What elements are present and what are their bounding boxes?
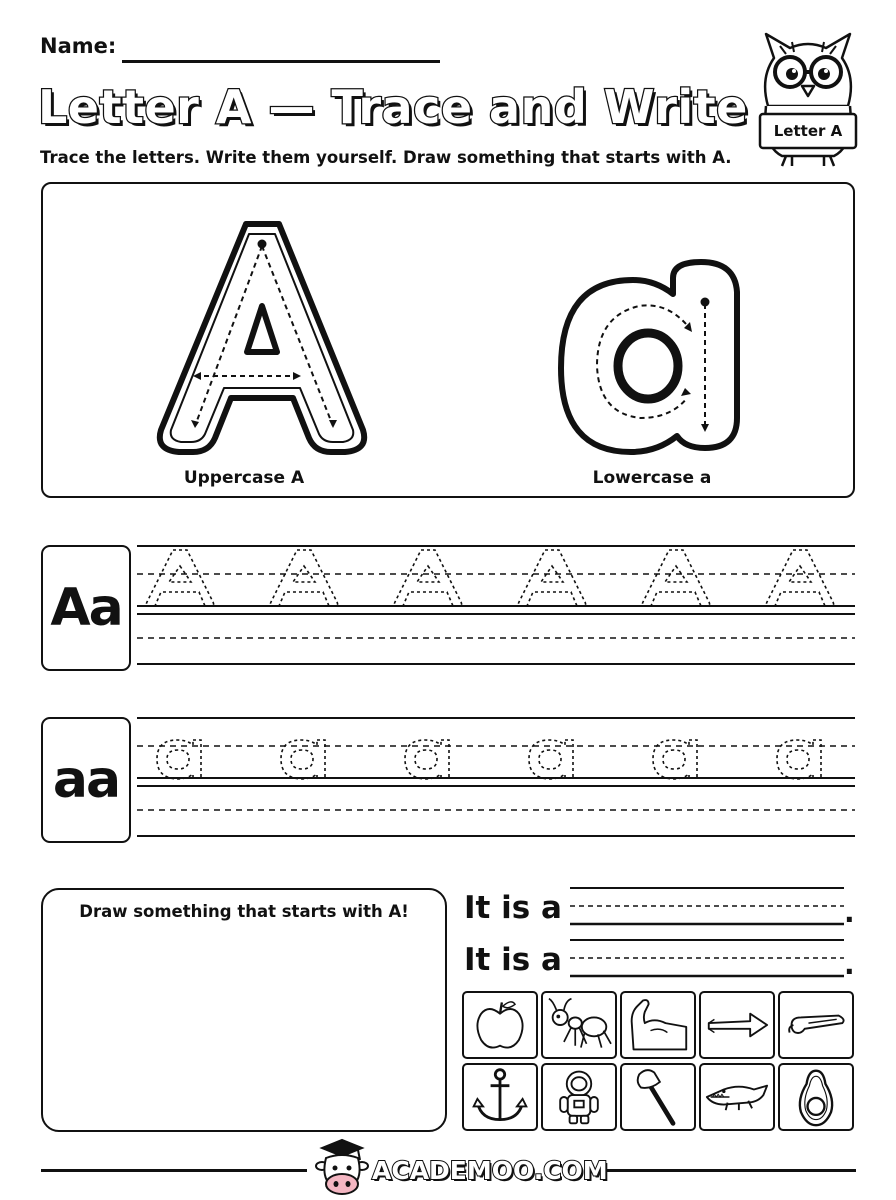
picture-cell-ant[interactable] [541,991,617,1059]
picture-cell-avocado[interactable] [778,1063,854,1131]
instructions: Trace the letters. Write them yourself. Draw something that starts with A. [40,148,732,167]
uppercase-practice-lines[interactable] [137,540,855,666]
lowercase-practice-lines[interactable] [137,712,855,838]
drawing-prompt: Draw something that starts with A! [79,902,409,921]
uppercase-caption: Uppercase A [183,468,305,488]
big-letters-tracing[interactable] [41,182,855,498]
footer-line-left [41,1169,307,1172]
owl-sign-text: Letter A [773,122,843,140]
picture-cell-arm[interactable] [620,991,696,1059]
trace-uppercase-a[interactable] [394,550,461,606]
trace-uppercase-a[interactable] [146,550,213,606]
picture-cell-astronaut[interactable] [541,1063,617,1131]
picture-cell-alligator[interactable] [699,1063,775,1131]
name-write-line[interactable] [122,60,440,63]
avocado-icon [780,1065,852,1129]
sentence-1-period: . [844,896,855,929]
footer-line-right [592,1169,856,1172]
trace-uppercase-a[interactable] [270,550,337,606]
lowercase-row-label: aa [41,717,131,843]
ant-icon [543,993,615,1057]
picture-cell-arrow[interactable] [699,991,775,1059]
drawing-area[interactable] [41,888,447,1132]
sentence-2-write-line[interactable] [568,932,858,992]
sentence-2-period: . [844,948,855,981]
cow-mascot-icon [314,1138,370,1198]
sentence-1-text: It is a [464,890,562,926]
picture-cell-apple[interactable] [462,991,538,1059]
alligator-icon [701,1065,773,1129]
owl-mascot-icon [752,28,864,173]
footer-brand: ACADEMOO.COM [372,1156,608,1185]
trace-uppercase-a[interactable] [518,550,585,606]
picture-grid [462,991,856,1133]
lowercase-a-outline [561,262,737,452]
page-title: Letter A — Trace and Write [38,80,748,134]
name-label: Name: [40,34,117,58]
uppercase-a-outline [160,224,364,452]
astronaut-icon [543,1065,615,1129]
picture-cell-anchor[interactable] [462,1063,538,1131]
arm-icon [622,993,694,1057]
anchor-icon [464,1065,536,1129]
lowercase-caption: Lowercase a [592,468,712,488]
picture-cell-axe[interactable] [620,1063,696,1131]
alligator-clip-icon [780,993,852,1057]
trace-uppercase-a[interactable] [642,550,709,606]
sentence-2-text: It is a [464,942,562,978]
sentence-1-write-line[interactable] [568,880,858,940]
apple-icon [464,993,536,1057]
trace-uppercase-a[interactable] [766,550,833,606]
axe-icon [622,1065,694,1129]
arrow-icon [701,993,773,1057]
picture-cell-alligator-clip[interactable] [778,991,854,1059]
uppercase-row-label: Aa [41,545,131,671]
